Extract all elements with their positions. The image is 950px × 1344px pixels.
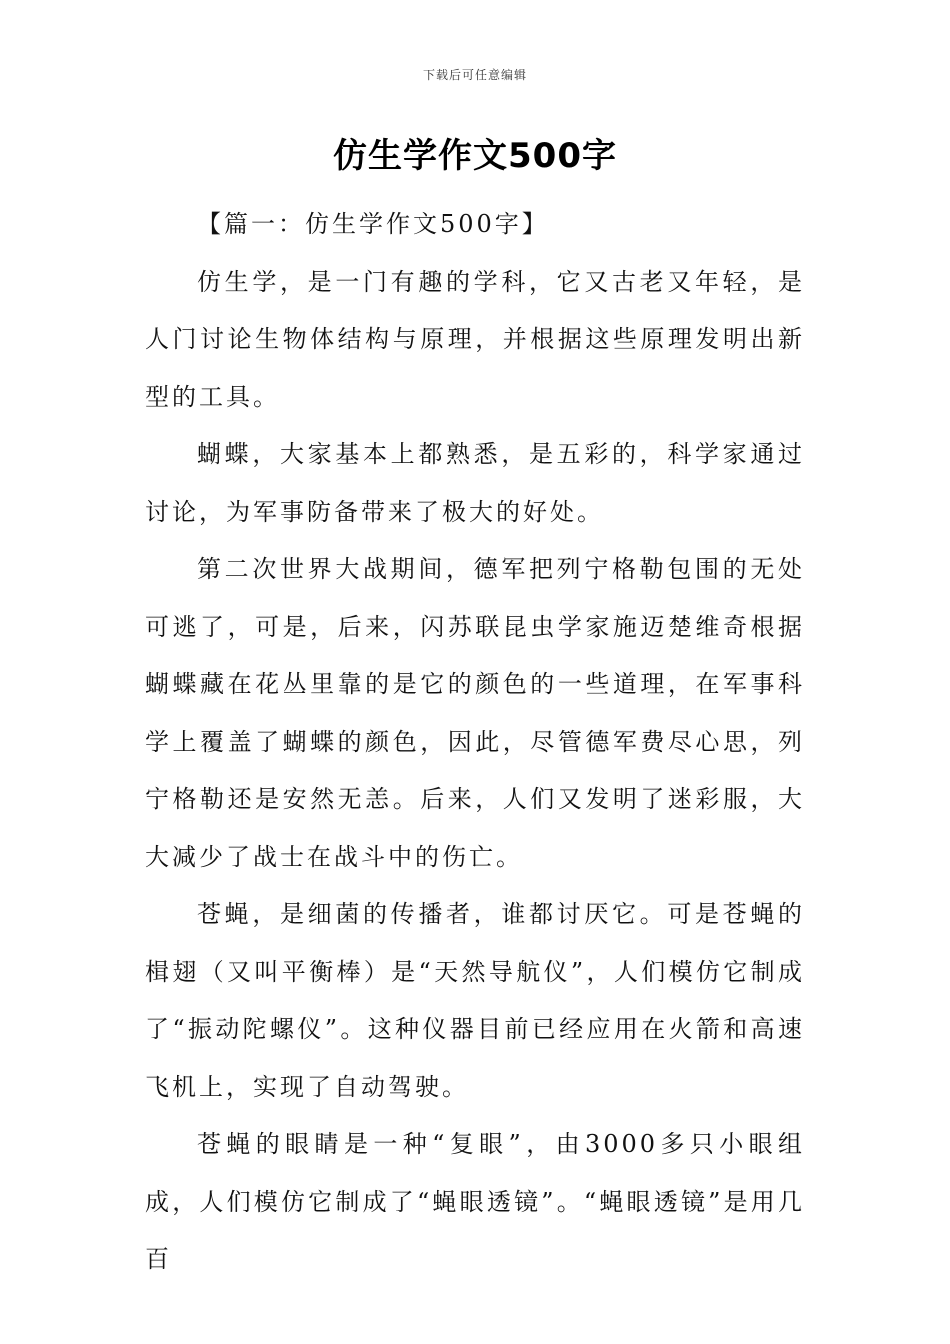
- paragraph: 第二次世界大战期间，德军把列宁格勒包围的无处可逃了，可是，后来，闪苏联昆虫学家施迈楚维奇根据蝴蝶藏在花丛里靠的是它的颜色的一些道理，在军事科学上覆盖了蝴蝶的颜色，因此，尽管德军费尽心思，列宁格勒还是安然无恙。后来，人们又发明了迷彩服，大大减少了战士在战斗中的伤亡。: [145, 555, 805, 871]
- paragraph: 苍蝇，是细菌的传播者，谁都讨厌它。可是苍蝇的楫翅（又叫平衡棒）是“天然导航仪”，人们模仿它制成了“振动陀螺仪”。这种仪器目前已经应用在火箭和高速飞机上，实现了自动驾驶。: [145, 900, 805, 1101]
- page-title: 仿生学作文500字: [333, 136, 617, 176]
- paragraph: 苍蝇的眼睛是一种“复眼”，由3000多只小眼组成，人们模仿它制成了“蝇眼透镜”。“蝇眼透镜”是用几百: [145, 1130, 805, 1273]
- paragraph: 仿生学，是一门有趣的学科，它又古老又年轻，是人门讨论生物体结构与原理，并根据这些原理发明出新型的工具。: [145, 267, 805, 411]
- paragraph: 蝴蝶，大家基本上都熟悉，是五彩的，科学家通过讨论，为军事防备带来了极大的好处。: [145, 440, 805, 526]
- essay-body: [145, 196, 805, 1289]
- header-note: 下载后可任意编辑: [422, 68, 527, 82]
- section-heading: 【篇一：仿生学作文500字】: [197, 210, 549, 238]
